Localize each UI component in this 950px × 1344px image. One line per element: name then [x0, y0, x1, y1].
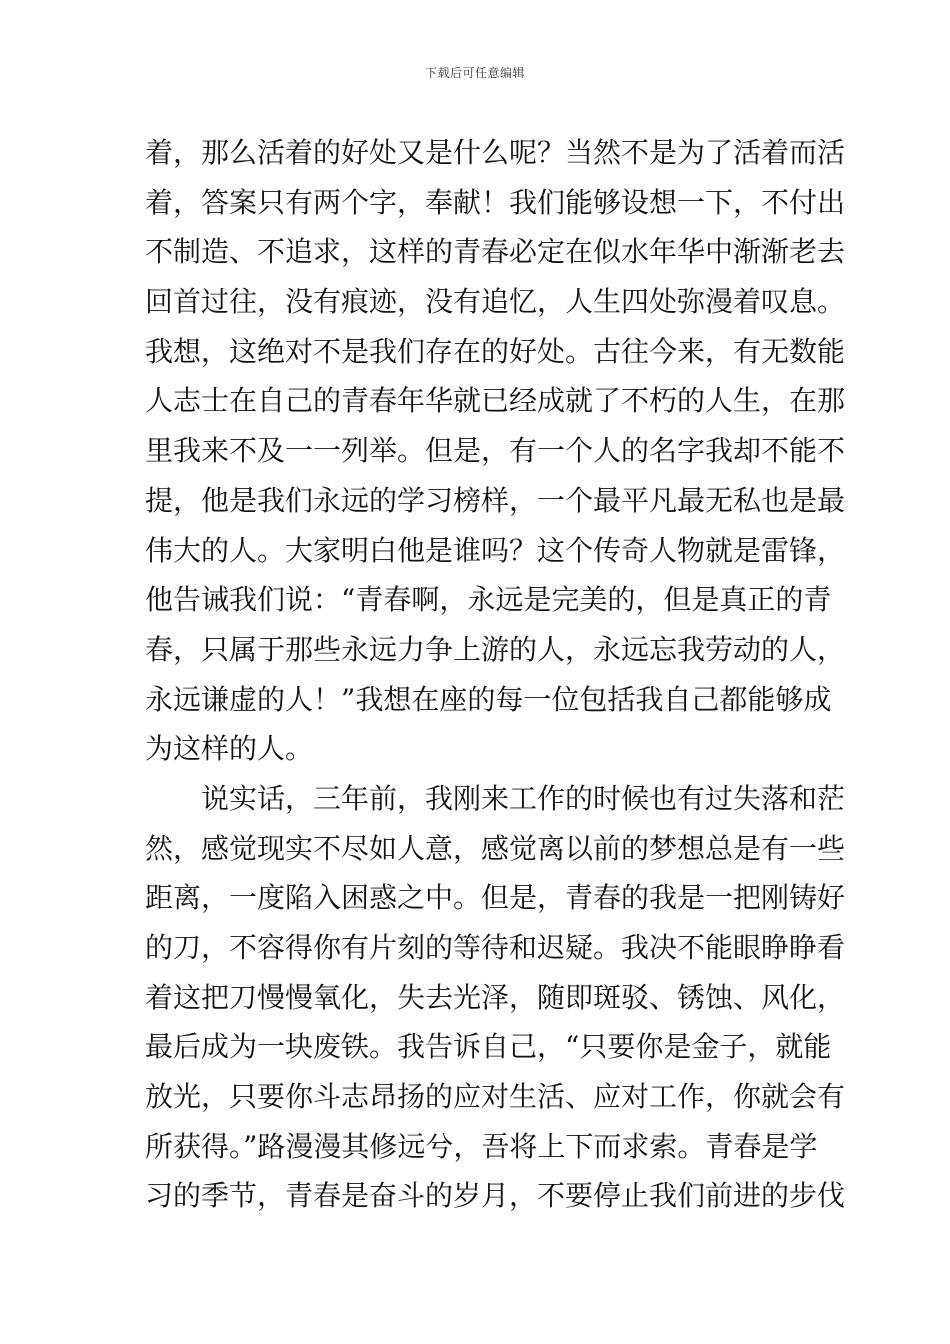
- text-line: 提，他是我们永远的学习榜样，一个最平凡最无私也是最: [145, 483, 846, 517]
- text-line: 永远谦虚的人！”我想在座的每一位包括我自己都能够成: [145, 682, 832, 716]
- text-line: 着，答案只有两个字，奉献！我们能够设想一下，不付出: [145, 185, 846, 219]
- paragraph-first-line: 说实话，三年前，我刚来工作的时候也有过失落和茫: [201, 781, 846, 815]
- text-line: 为这样的人。: [145, 732, 314, 766]
- text-line: 最后成为一块废铁。我告诉自己，“只要你是金子，就能: [145, 1030, 832, 1064]
- text-line: 回首过往，没有痕迹，没有追忆，人生四处弥漫着叹息。: [145, 285, 846, 319]
- page-header-note: 下载后可任意编辑: [424, 66, 525, 80]
- text-line: 我想，这绝对不是我们存在的好处。古往今来，有无数能: [145, 334, 846, 368]
- text-line: 人志士在自己的青春年华就已经成就了不朽的人生，在那: [145, 384, 846, 418]
- text-line: 不制造、不追求，这样的青春必定在似水年华中渐渐老去: [145, 235, 846, 269]
- text-line: 伟大的人。大家明白他是谁吗？这个传奇人物就是雷锋，: [145, 533, 846, 567]
- text-line: 春，只属于那些永远力争上游的人，永远忘我劳动的人，: [145, 632, 846, 666]
- text-line: 着这把刀慢慢氧化，失去光泽，随即斑驳、锈蚀、风化，: [145, 980, 846, 1014]
- text-line: 放光，只要你斗志昂扬的应对生活、应对工作，你就会有: [145, 1080, 846, 1114]
- text-line: 所获得。”路漫漫其修远兮，吾将上下而求索。青春是学: [145, 1129, 818, 1163]
- text-line: 的刀，不容得你有片刻的等待和迟疑。我决不能眼睁睁看: [145, 931, 846, 964]
- text-line: 距离，一度陷入困惑之中。但是，青春的我是一把刚铸好: [145, 881, 846, 915]
- text-line: 里我来不及一一列举。但是，有一个人的名字我却不能不: [145, 434, 846, 468]
- body-text: [145, 128, 846, 1221]
- text-line: 他告诫我们说：“青春啊，永远是完美的，但是真正的青: [145, 583, 832, 617]
- text-line: 习的季节，青春是奋斗的岁月，不要停止我们前进的步伐: [145, 1179, 846, 1213]
- text-line: 着，那么活着的好处又是什么呢？当然不是为了活着而活: [145, 136, 846, 169]
- text-line: 然，感觉现实不尽如人意，感觉离以前的梦想总是有一些: [145, 831, 846, 865]
